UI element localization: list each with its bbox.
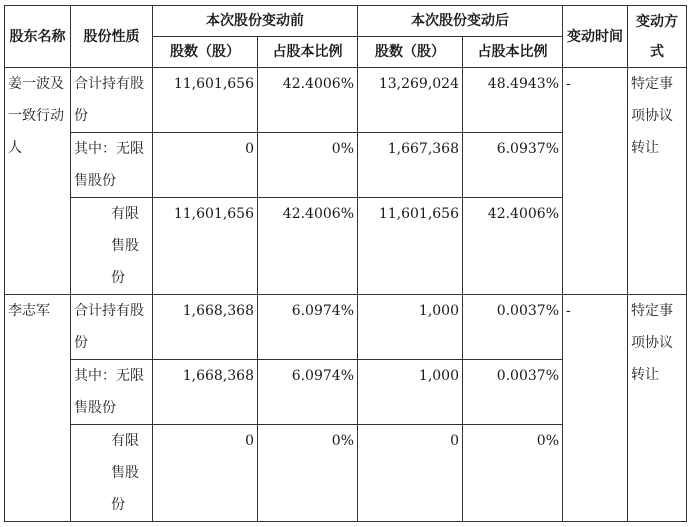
before-ratio-cell: 6.0974% [258,295,358,360]
header-row-1 [5,6,687,37]
before-shares-cell: 0 [153,425,258,522]
after-shares-cell: 1,000 [358,360,463,425]
after-ratio-cell: 0% [463,425,563,522]
share-type-cell: 合计持有股份 [71,295,153,360]
after-ratio-cell: 48.4943% [463,68,563,133]
after-shares-cell: 1,667,368 [358,133,463,198]
change-method-cell: 特定事项协议转让 [628,68,687,295]
after-shares-cell: 13,269,024 [358,68,463,133]
header-before-ratio: 占股本比例 [258,37,358,68]
share-type-cell: 其中：无限售股份 [71,133,153,198]
table-row [5,68,687,133]
share-type-cell: 有限售股份 [71,425,153,522]
header-before-shares: 股数（股） [153,37,258,68]
holder-name-cell: 姜一波及一致行动人 [5,68,71,295]
change-time-cell: - [563,68,628,295]
change-time-cell: - [563,295,628,522]
header-after-shares: 股数（股） [358,37,463,68]
shareholding-change-table [4,5,687,522]
header-share-type: 股份性质 [71,6,153,68]
before-ratio-cell: 0% [258,133,358,198]
share-type-cell: 合计持有股份 [71,68,153,133]
before-ratio-cell: 6.0974% [258,360,358,425]
share-type-cell: 有限售股份 [71,198,153,295]
before-shares-cell: 1,668,368 [153,295,258,360]
after-ratio-cell: 0.0037% [463,295,563,360]
before-ratio-cell: 42.4006% [258,68,358,133]
header-change-time: 变动时间 [563,6,628,68]
before-shares-cell: 1,668,368 [153,360,258,425]
after-ratio-cell: 42.4006% [463,198,563,295]
header-after-ratio: 占股本比例 [463,37,563,68]
after-shares-cell: 11,601,656 [358,198,463,295]
before-shares-cell: 0 [153,133,258,198]
change-method-cell: 特定事项协议转让 [628,295,687,522]
after-shares-cell: 0 [358,425,463,522]
holder-name-cell: 李志军 [5,295,71,522]
before-ratio-cell: 0% [258,425,358,522]
header-after-change: 本次股份变动后 [358,6,563,37]
before-shares-cell: 11,601,656 [153,68,258,133]
shareholding-change-table-wrapper [4,5,687,522]
after-ratio-cell: 6.0937% [463,133,563,198]
table-row [5,295,687,360]
header-holder-name: 股东名称 [5,6,71,68]
share-type-cell: 其中：无限售股份 [71,360,153,425]
before-ratio-cell: 42.4006% [258,198,358,295]
after-ratio-cell: 0.0037% [463,360,563,425]
before-shares-cell: 11,601,656 [153,198,258,295]
header-change-method: 变动方式 [628,6,687,68]
after-shares-cell: 1,000 [358,295,463,360]
header-before-change: 本次股份变动前 [153,6,358,37]
